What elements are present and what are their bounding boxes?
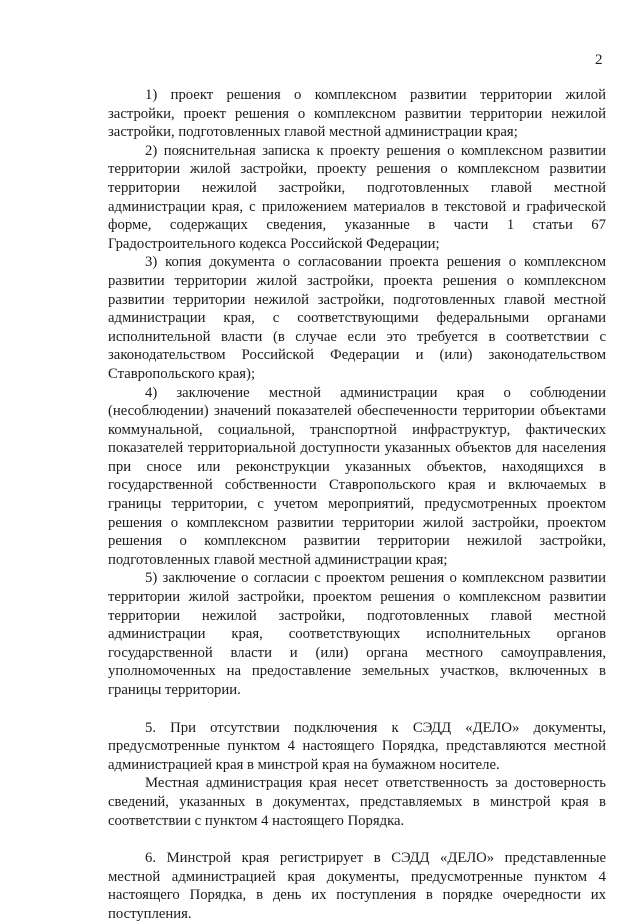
list-item-2: 2) пояснительная записка к проекту решения о комплексном развитии территории жилой застройки, проекту решения о комплексном развитии территории нежилой застройки, подготовленных главой местной администрации края, с приложением материалов в текстовой и графической форме, содержащих сведения, указанные в части 1 статьи 67 Градостроительного кодекса Российской Федерации;: [108, 142, 606, 252]
page-number: 2: [595, 52, 603, 68]
document-body: [108, 86, 606, 924]
list-item-1: 1) проект решения о комплексном развитии территории жилой застройки, проект решения о комплексном развитии территории нежилой застройки, подготовленных главой местной администрации края;: [108, 87, 606, 141]
list-item-3: 3) копия документа о согласовании проекта решения о комплексном развитии территории жилой застройки, проекта решения о комплексном развитии территории нежилой застройки, подготовленных главой местной администрации края, с соответствующими федеральными органами исполнительной власти (в случае если это требуется в соответствии с законодательством Российской Федерации и (или) законодательством Ставропольского края);: [108, 254, 606, 382]
section-5-liability-paragraph: Местная администрация края несет ответственность за достоверность сведений, указанных в документах, представляемых в минстрой края в соответствии с пунктом 4 настоящего Порядка.: [108, 775, 606, 829]
section-6-paragraph: 6. Минстрой края регистрирует в СЭДД «ДЕЛО» представленные местной администрацией края документы, предусмотренные пунктом 4 настоящего Порядка, в день их поступления в порядке очередности их поступления.: [108, 850, 606, 922]
section-5-paragraph: 5. При отсутствии подключения к СЭДД «ДЕЛО» документы, предусмотренные пунктом 4 настоящего Порядка, представляются местной администрацией края в минстрой края на бумажном носителе.: [108, 719, 606, 773]
list-item-4: 4) заключение местной администрации края о соблюдении (несоблюдении) значений показателей обеспеченности территории объектами коммунальной, социальной, транспортной инфраструктур, фактических показателей территориальной доступности указанных объектов для населения при сносе или реконструкции указанных объектов, находящихся в государственной собственности Ставропольского края и включаемых в границы территории, с учетом мероприятий, предусмотренных проектом решения о комплексном развитии территории жилой застройки, проектом решения о комплексном развитии территории нежилой застройки, подготовленных главой местной администрации края;: [108, 384, 606, 568]
list-item-5: 5) заключение о согласии с проектом решения о комплексном развитии территории жилой застройки, проектом решения о комплексном развитии территории нежилой застройки, подготовленных главой местной администрации края, соответствующих исполнительных органов государственной власти и (или) органа местного самоуправления, уполномоченных на предоставление земельных участков, включенных в границы территории.: [108, 570, 606, 698]
